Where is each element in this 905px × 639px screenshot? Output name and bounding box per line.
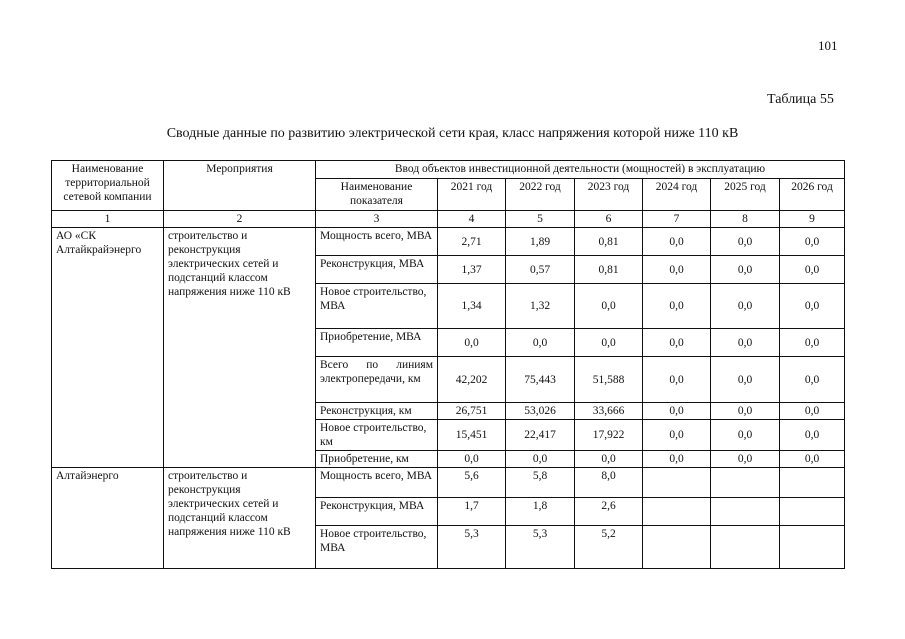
column-number: 8 bbox=[711, 211, 780, 228]
value-cell bbox=[780, 526, 845, 569]
indicator-name: Мощность всего, МВА bbox=[316, 228, 438, 256]
value-cell: 22,417 bbox=[506, 420, 575, 451]
column-number: 3 bbox=[316, 211, 438, 228]
value-cell: 42,202 bbox=[438, 357, 506, 403]
value-cell: 1,34 bbox=[438, 284, 506, 329]
measure-description: строительство и реконструкция электрических сетей и подстанций классом напряжения ниже 110 кВ bbox=[164, 228, 316, 468]
column-number: 6 bbox=[575, 211, 643, 228]
table-body bbox=[52, 161, 845, 569]
company-name: АО «СК Алтайкрайэнерго bbox=[52, 228, 164, 468]
value-cell: 0,0 bbox=[643, 403, 711, 420]
header-measures: Мероприятия bbox=[164, 161, 316, 211]
value-cell: 0,0 bbox=[643, 357, 711, 403]
value-cell: 1,37 bbox=[438, 256, 506, 284]
column-number: 4 bbox=[438, 211, 506, 228]
company-name: Алтайэнерго bbox=[52, 468, 164, 569]
value-cell: 5,3 bbox=[438, 526, 506, 569]
indicator-name: Реконструкция, км bbox=[316, 403, 438, 420]
table-label: Таблица 55 bbox=[767, 92, 834, 107]
value-cell: 0,0 bbox=[506, 451, 575, 468]
value-cell: 0,0 bbox=[506, 329, 575, 357]
header-indicator: Наименование показателя bbox=[316, 179, 438, 211]
value-cell: 0,0 bbox=[643, 284, 711, 329]
value-cell bbox=[643, 498, 711, 526]
column-number: 2 bbox=[164, 211, 316, 228]
value-cell: 0,0 bbox=[711, 403, 780, 420]
value-cell: 0,0 bbox=[711, 284, 780, 329]
page-number: 101 bbox=[818, 38, 838, 53]
header-company: Наименование территориальной сетевой компании bbox=[52, 161, 164, 211]
value-cell: 0,0 bbox=[575, 284, 643, 329]
indicator-name: Приобретение, км bbox=[316, 451, 438, 468]
measure-description: строительство и реконструкция электрических сетей и подстанций классом напряжения ниже 110 кВ bbox=[164, 468, 316, 569]
value-cell: 5,6 bbox=[438, 468, 506, 498]
value-cell: 0,0 bbox=[780, 420, 845, 451]
summary-table bbox=[51, 160, 845, 569]
indicator-name: Реконструкция, МВА bbox=[316, 498, 438, 526]
value-cell: 0,57 bbox=[506, 256, 575, 284]
value-cell: 0,0 bbox=[643, 420, 711, 451]
indicator-name: Новое строительство, МВА bbox=[316, 526, 438, 569]
value-cell: 0,0 bbox=[438, 329, 506, 357]
value-cell bbox=[643, 468, 711, 498]
indicator-name: Новое строительство, км bbox=[316, 420, 438, 451]
value-cell: 51,588 bbox=[575, 357, 643, 403]
header-year: 2022 год bbox=[506, 179, 575, 211]
table-row bbox=[52, 228, 845, 256]
value-cell bbox=[780, 498, 845, 526]
value-cell: 5,2 bbox=[575, 526, 643, 569]
indicator-name: Мощность всего, МВА bbox=[316, 468, 438, 498]
value-cell bbox=[780, 468, 845, 498]
value-cell: 0,0 bbox=[780, 228, 845, 256]
value-cell: 5,3 bbox=[506, 526, 575, 569]
value-cell: 0,0 bbox=[711, 329, 780, 357]
value-cell: 0,0 bbox=[711, 420, 780, 451]
indicator-name: Всего по линиям электропередачи, км bbox=[316, 357, 438, 403]
value-cell: 8,0 bbox=[575, 468, 643, 498]
value-cell: 0,0 bbox=[643, 256, 711, 284]
value-cell: 17,922 bbox=[575, 420, 643, 451]
value-cell bbox=[711, 526, 780, 569]
table-row bbox=[52, 468, 845, 498]
document-title: Сводные данные по развитию электрической сети края, класс напряжения которой ниже 110 кВ bbox=[166, 126, 739, 141]
value-cell: 0,0 bbox=[643, 451, 711, 468]
header-input: Ввод объектов инвестиционной деятельности (мощностей) в эксплуатацию bbox=[316, 161, 845, 179]
value-cell: 2,6 bbox=[575, 498, 643, 526]
value-cell: 0,0 bbox=[575, 329, 643, 357]
value-cell: 75,443 bbox=[506, 357, 575, 403]
value-cell: 0,0 bbox=[780, 451, 845, 468]
value-cell: 0,0 bbox=[780, 256, 845, 284]
value-cell: 0,0 bbox=[711, 228, 780, 256]
column-number: 5 bbox=[506, 211, 575, 228]
header-year: 2025 год bbox=[711, 179, 780, 211]
value-cell: 1,8 bbox=[506, 498, 575, 526]
value-cell: 1,32 bbox=[506, 284, 575, 329]
value-cell: 1,89 bbox=[506, 228, 575, 256]
value-cell bbox=[711, 498, 780, 526]
column-number: 1 bbox=[52, 211, 164, 228]
header-year: 2021 год bbox=[438, 179, 506, 211]
value-cell: 0,0 bbox=[643, 329, 711, 357]
value-cell: 0,81 bbox=[575, 228, 643, 256]
column-number: 9 bbox=[780, 211, 845, 228]
indicator-name: Новое строительство, МВА bbox=[316, 284, 438, 329]
column-number: 7 bbox=[643, 211, 711, 228]
value-cell: 0,0 bbox=[780, 357, 845, 403]
value-cell: 15,451 bbox=[438, 420, 506, 451]
value-cell: 0,0 bbox=[780, 329, 845, 357]
value-cell: 0,81 bbox=[575, 256, 643, 284]
value-cell: 26,751 bbox=[438, 403, 506, 420]
indicator-name: Реконструкция, МВА bbox=[316, 256, 438, 284]
value-cell: 0,0 bbox=[575, 451, 643, 468]
value-cell: 5,8 bbox=[506, 468, 575, 498]
value-cell: 1,7 bbox=[438, 498, 506, 526]
value-cell: 0,0 bbox=[780, 284, 845, 329]
column-number-row bbox=[52, 211, 845, 228]
value-cell bbox=[711, 468, 780, 498]
header-year: 2024 год bbox=[643, 179, 711, 211]
value-cell: 0,0 bbox=[438, 451, 506, 468]
value-cell: 0,0 bbox=[711, 256, 780, 284]
value-cell: 0,0 bbox=[643, 228, 711, 256]
header-year: 2023 год bbox=[575, 179, 643, 211]
value-cell bbox=[643, 526, 711, 569]
value-cell: 33,666 bbox=[575, 403, 643, 420]
value-cell: 0,0 bbox=[711, 451, 780, 468]
value-cell: 2,71 bbox=[438, 228, 506, 256]
value-cell: 53,026 bbox=[506, 403, 575, 420]
value-cell: 0,0 bbox=[780, 403, 845, 420]
header-year: 2026 год bbox=[780, 179, 845, 211]
indicator-name: Приобретение, МВА bbox=[316, 329, 438, 357]
value-cell: 0,0 bbox=[711, 357, 780, 403]
